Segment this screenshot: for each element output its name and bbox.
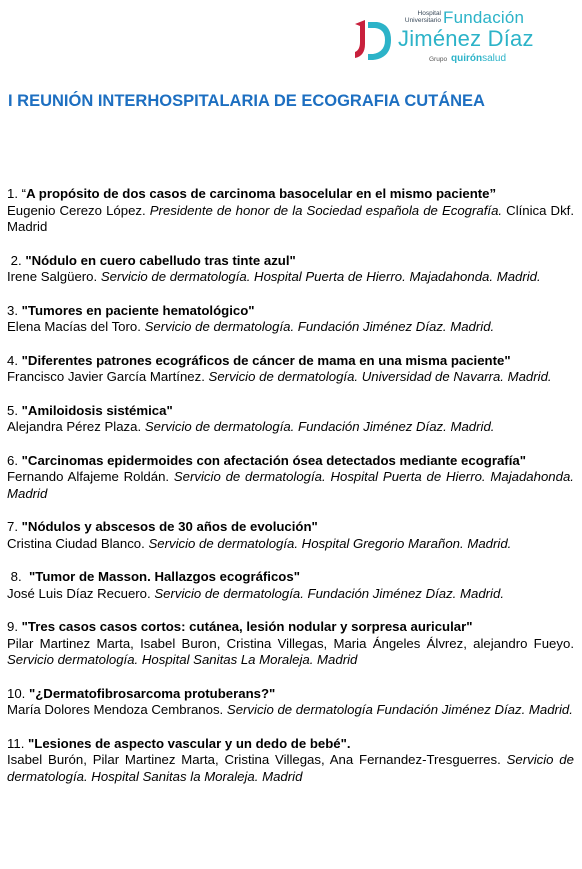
talk-list — [7, 186, 574, 802]
talk-title-line — [7, 519, 574, 536]
talk-item — [7, 253, 574, 286]
talk-item — [7, 736, 574, 786]
talk-author: María Dolores Mendoza Cembranos. — [7, 702, 224, 717]
talk-author-line — [7, 269, 574, 286]
talk-author-line — [7, 203, 574, 236]
talk-author: Eugenio Cerezo López. — [7, 202, 146, 218]
talk-author-line — [7, 469, 574, 502]
talk-number: 5. — [7, 402, 22, 418]
talk-title-line — [7, 353, 574, 370]
talk-affiliation: Servicio de dermatología. Hospital Puerta de Hierro. Majadahonda. Madrid. — [100, 269, 541, 284]
talk-author-line — [7, 319, 574, 336]
talk-title: "Tres casos casos cortos: cutánea, lesión nodular y sorpresa auricular" — [21, 619, 473, 634]
talk-title-line — [7, 453, 574, 470]
talk-affiliation: Presidente de honor de la Sociedad española de Ecografía. — [149, 202, 503, 218]
talk-number: 1. “ — [7, 186, 27, 201]
talk-affiliation: Servicio dermatología. Hospital Sanitas La Moraleja. Madrid — [7, 652, 358, 667]
talk-title: A propósito de dos casos de carcinoma basocelular en el mismo paciente” — [26, 186, 497, 201]
talk-author: Elena Macías del Toro. — [7, 319, 145, 334]
logo-salud-text: salud — [482, 53, 507, 64]
talk-title-line — [7, 403, 574, 420]
talk-affiliation: Servicio de dermatología. Fundación Jiménez Díaz. Madrid. — [144, 319, 495, 334]
talk-affiliation: Servicio de dermatología Fundación Jiménez Díaz. Madrid. — [226, 702, 573, 717]
talk-number: 10. — [7, 685, 29, 701]
talk-author: Alejandra Pérez Plaza. — [7, 419, 145, 434]
talk-author-line — [7, 702, 574, 719]
talk-item — [7, 569, 574, 602]
talk-affiliation: Servicio de dermatología. Hospital Gregorio Marañon. Madrid. — [148, 535, 512, 551]
talk-title-line — [7, 569, 574, 586]
talk-affiliation: Servicio de dermatología. Hospital Puerta de Hierro. Majadahonda. Madrid — [7, 469, 574, 501]
jd-logo-mark-icon — [351, 14, 395, 64]
talk-author: Fernando Alfajeme Roldán. — [7, 469, 170, 484]
talk-item — [7, 186, 574, 236]
logo-jimenez-diaz-text: Jiménez Díaz — [398, 26, 534, 51]
talk-number: 6. — [7, 452, 22, 468]
talk-item — [7, 686, 574, 719]
talk-number: 9. — [7, 619, 22, 634]
talk-number: 2. — [7, 252, 26, 268]
talk-title: "Tumores en paciente hematológico" — [21, 302, 255, 318]
talk-title: "Tumor de Masson. Hallazgos ecográficos" — [29, 569, 300, 584]
talk-item — [7, 353, 574, 386]
talk-author: Pilar Martinez Marta, Isabel Buron, Cristina Villegas, Maria Ángeles Álvrez, alejandro Fueyo. — [7, 635, 574, 651]
talk-number: 7. — [7, 519, 22, 534]
talk-author-line — [7, 752, 574, 785]
hospital-logo — [351, 8, 576, 70]
talk-number: 3. — [7, 302, 22, 318]
talk-item — [7, 519, 574, 552]
talk-title: "¿Dermatofibrosarcoma protuberans?" — [29, 685, 276, 701]
talk-title: "Diferentes patrones ecográficos de cáncer de mama en una misma paciente" — [21, 352, 511, 368]
talk-affiliation: Servicio de dermatología. Universidad de Navarra. Madrid. — [208, 369, 552, 384]
talk-title-line — [7, 253, 574, 270]
talk-author: Cristina Ciudad Blanco. — [7, 535, 145, 551]
talk-title: "Lesiones de aspecto vascular y un dedo de bebé". — [28, 735, 351, 751]
talk-title-line — [7, 303, 574, 320]
talk-author: Irene Salgüero. — [7, 269, 98, 284]
talk-title-line — [7, 686, 574, 703]
talk-extra: Clínica Dkf. Madrid — [7, 202, 575, 234]
logo-fundacion-text: Fundación — [443, 8, 525, 27]
talk-author-line — [7, 419, 574, 436]
logo-quironsalud — [451, 53, 506, 64]
talk-item — [7, 303, 574, 336]
talk-title-line — [7, 736, 574, 753]
talk-author: Francisco Javier García Martínez. — [7, 369, 209, 384]
talk-item — [7, 453, 574, 503]
talk-author: José Luis Díaz Recuero. — [7, 585, 151, 601]
talk-title: "Amiloidosis sistémica" — [21, 402, 173, 418]
page-title: I REUNIÓN INTERHOSPITALARIA DE ECOGRAFIA CUTÁNEA — [8, 92, 485, 110]
talk-affiliation: Servicio de dermatología. Fundación Jiménez Díaz. Madrid. — [154, 585, 504, 601]
talk-author-line — [7, 536, 574, 553]
talk-item — [7, 619, 574, 669]
talk-number: 11. — [7, 735, 29, 751]
logo-hospital-text: Hospital — [417, 10, 441, 17]
talk-affiliation: Servicio de dermatología. Hospital Sanitas la Moraleja. Madrid — [7, 752, 574, 784]
logo-quiron-text: quirón — [451, 53, 483, 64]
talk-number: 4. — [7, 352, 22, 368]
talk-title: "Nódulo en cuero cabelludo tras tinte azul" — [25, 252, 296, 268]
talk-author-line — [7, 369, 574, 386]
talk-affiliation: Servicio de dermatología. Fundación Jiménez Díaz. Madrid. — [144, 419, 495, 434]
talk-item — [7, 403, 574, 436]
talk-author: Isabel Burón, Pilar Martinez Marta, Cristina Villegas, Ana Fernandez-Tresguerres. — [7, 752, 501, 767]
talk-title: "Carcinomas epidermoides con afectación ósea detectados mediante ecografía" — [21, 452, 526, 468]
talk-author-line — [7, 586, 574, 603]
logo-universitario-text: Universitario — [404, 17, 441, 24]
talk-number: 8. — [7, 569, 29, 584]
talk-title-line — [7, 619, 574, 636]
logo-grupo-text: Grupo — [429, 56, 448, 63]
talk-title-line — [7, 186, 574, 203]
talk-author-line — [7, 636, 574, 669]
talk-title: "Nódulos y abscesos de 30 años de evolución" — [21, 519, 318, 534]
